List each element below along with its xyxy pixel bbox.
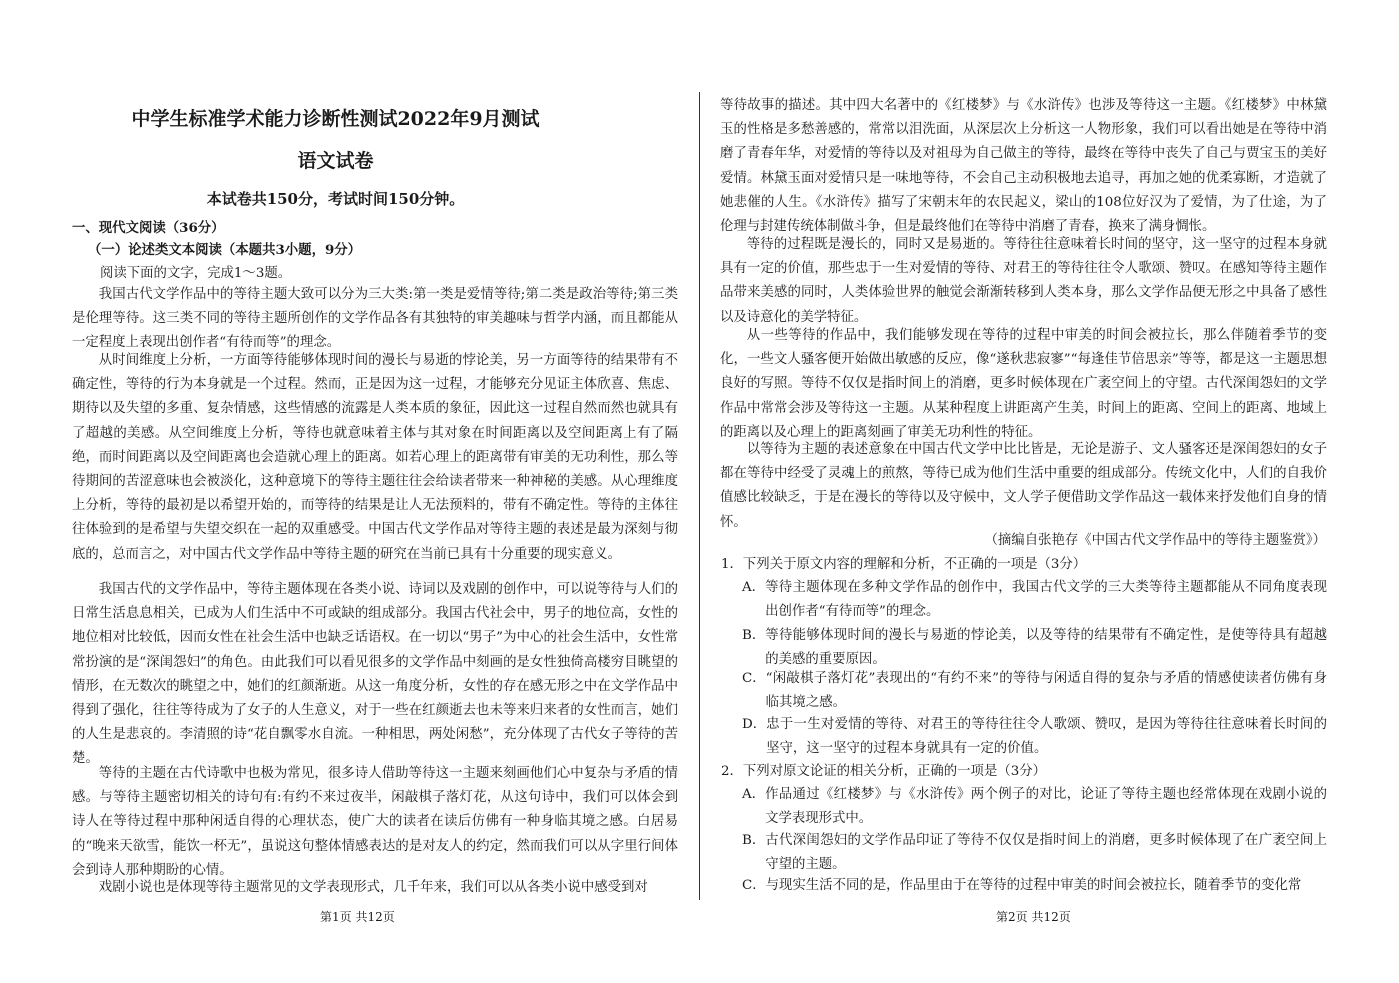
option-label: A． <box>742 787 766 802</box>
option-text: 等待主题体现在多种文学作品的创作中，我国古代文学的三大类等待主题都能从不同角度表现出创作者“有待而等”的理念。 <box>765 580 1327 619</box>
option-text: 忠于一生对爱情的等待、对君王的等待往往令人歌颂、赞叹，是因为等待往往意味着长时间的坚守，这一坚守的过程本身就具有一定的价值。 <box>766 717 1327 756</box>
exam-title: 中学生标准学术能力诊断性测试2022年9月测试 <box>131 108 540 130</box>
passage-paragraph-1: 我国古代文学作品中的等待主题大致可以分为三大类:第一类是爱情等待;第二类是政治等待;第三类是伦理等待。这三类不同的等待主题所创作的文学作品各有其独特的审美趣味与哲学内涵，而且都能从一定程度上表现出创作者“有待而等”的理念。 <box>72 287 678 351</box>
column-divider <box>699 92 700 900</box>
reading-instruction: 阅读下面的文字，完成1～3题。 <box>100 266 292 281</box>
passage-source: （摘编自张艳存《中国古代文学作品中的等待主题鉴赏》） <box>984 533 1326 548</box>
section-subheading: （一）论述类文本阅读（本题共3小题，9分） <box>88 242 362 258</box>
option-label: B． <box>742 628 766 643</box>
passage-paragraph-5: 戏剧小说也是体现等待主题常见的文学表现形式，几千年来，我们可以从各类小说中感受到对 <box>98 880 648 895</box>
question-1-option-c[interactable] <box>742 667 1327 714</box>
question-2-option-b[interactable] <box>742 829 1327 876</box>
passage-paragraph-3: 我国古代的文学作品中，等待主题体现在各类小说、诗词以及戏剧的创作中，可以说等待与人们的日常生活息息相关，已成为人们生活中不可或缺的组成部分。我国古代社会中，男子的地位高，女性的地位相对比较低，因而女性在社会生活中也缺乏话语权。在一切以“男子”为中心的社会生活中，女性常常扮演的是“深闺怨妇”的角色。由此我们可以看见很多的文学作品中刻画的是女性独倚高楼穷目眺望的情形，在无数次的眺望之中，她们的红颜渐逝。从这一角度分析，女性的存在感无形之中在文学作品中得到了强化，往往等待成为了女子的人生意义，对于一些在红颜逝去也未等来归来者的女性而言，她们的人生是悲哀的。李清照的诗“花自飘零水自流。一种相思，两处闲愁”，充分体现了古代女子等待的苦楚。 <box>72 582 678 767</box>
question-1-option-a[interactable] <box>742 576 1327 623</box>
section-heading: 一、现代文阅读（36分） <box>72 220 225 236</box>
question-2-option-c[interactable] <box>742 874 1327 898</box>
option-text: “闲敲棋子落灯花”表现出的“有约不来”的等待与闲适自得的复杂与矛盾的情感使读者仿佛有身临其境之感。 <box>765 671 1327 710</box>
question-1-stem: 1．下列关于原文内容的理解和分析，不正确的一项是（3分） <box>721 557 1087 572</box>
option-text: 作品通过《红楼梦》与《水浒传》两个例子的对比，论证了等待主题也经常体现在戏剧小说的文学表现形式中。 <box>765 787 1327 826</box>
option-text: 古代深闺怨妇的文学作品印证了等待不仅仅是指时间上的消磨，更多时候体现了在广袤空间上守望的主题。 <box>765 833 1327 872</box>
question-1-option-b[interactable] <box>742 624 1327 671</box>
option-label: C． <box>742 878 766 893</box>
passage-paragraph-8: 从一些等待的作品中，我们能够发现在等待的过程中审美的时间会被拉长，那么伴随着季节的变化，一些文人骚客便开始做出敏感的反应，像“遂秋悲寂寥”“每逢佳节倍思亲”等等，都是这一主题思想良好的写照。等待不仅仅是指时间上的消磨，更多时候体现在广袤空间上的守望。古代深闺怨妇的文学作品中常常会涉及等待这一主题。从某种程度上讲距离产生美，时间上的距离、空间上的距离、地域上的距离以及心理上的距离刻画了审美无功利性的特征。 <box>720 328 1327 440</box>
question-2-stem: 2．下列对原文论证的相关分析，正确的一项是（3分） <box>721 764 1047 779</box>
option-label: D． <box>742 717 767 732</box>
passage-paragraph-2: 从时间维度上分析，一方面等待能够体现时间的漫长与易逝的悖论美，另一方面等待的结果带有不确定性，等待的行为本身就是一个过程。然而，正是因为这一过程，才能够充分见证主体欣喜、焦虑、期待以及失望的多重、复杂情感，这些情感的流露是人类本质的象征，因此这一过程自然而然也就具有了超越的美感。从空间维度上分析，等待也就意味着主体与其对象在时间距离以及空间距离上有了隔绝，而时间距离以及空间距离也会造就心理上的距离。如若心理上的距离带有审美的无功利性，那么等待期间的苦涩意味也会被淡化，这种意境下的等待主题往往会给读者带来一种神秘的美感。从心理维度上分析，等待的最初是以希望开始的，而等待的结果是让人无法预料的，带有不确定性。等待的主体往往体验到的是希望与失望交织在一起的双重感受。中国古代文学作品对等待主题的表述是最为深刻与彻底的，总而言之，对中国古代文学作品中等待主题的研究在当前已具有十分重要的现实意义。 <box>72 353 678 562</box>
page-footer-left: 第1页 共12页 <box>320 910 395 924</box>
exam-notice: 本试卷共150分，考试时间150分钟。 <box>206 190 465 208</box>
option-label: B． <box>742 833 766 848</box>
option-text: 等待能够体现时间的漫长与易逝的悖论美，以及等待的结果带有不确定性，是使等待具有超越的美感的重要原因。 <box>765 628 1327 667</box>
passage-paragraph-6: 等待故事的描述。其中四大名著中的《红楼梦》与《水浒传》也涉及等待这一主题。《红楼梦》中林黛玉的性格是多愁善感的，常常以泪洗面，从深层次上分析这一人物形象，我们可以看出她是在等待中消磨了青春年华，对爱情的等待以及对祖母为自己做主的等待，最终在等待中丧失了自己与贾宝玉的美好爱情。林黛玉面对爱情只是一味地等待，不会自己主动积极地去追寻，再加之她的优柔寡断，才造就了她悲催的人生。《水浒传》描写了宋朝末年的农民起义，梁山的108位好汉为了爱情，为了仕途，为了伦理与封建传统体制做斗争，但是最终他们在等待中消磨了青春，换来了满身惆怅。 <box>720 98 1327 235</box>
page-footer-right: 第2页 共12页 <box>996 910 1071 924</box>
question-1-option-d[interactable] <box>742 713 1327 760</box>
passage-paragraph-7: 等待的过程既是漫长的，同时又是易逝的。等待往往意味着长时间的坚守，这一坚守的过程本身就具有一定的价值，那些忠于一生对爱情的等待、对君王的等待往往令人歌颂、赞叹。在感知等待主题作品带来美感的同时，人类体验世界的触觉会渐渐转移到人类本身，那么文学作品便无形之中具备了感性以及诗意化的美学特征。 <box>720 237 1327 325</box>
option-label: A． <box>742 580 766 595</box>
passage-paragraph-4: 等待的主题在古代诗歌中也极为常见，很多诗人借助等待这一主题来刻画他们心中复杂与矛盾的情感。与等待主题密切相关的诗句有:有约不来过夜半，闲敲棋子落灯花，从这句诗中，我们可以体会到诗人在等待过程中那种闲适自得的心理状态，使广大的读者在读后仿佛有一种身临其境之感。白居易的“晚来天欲雪，能饮一杯无”，虽说这句整体情感表达的是对友人的约定，然而我们可以从字里行间体会到诗人那种期盼的心情。 <box>72 766 678 878</box>
option-label: C． <box>742 671 766 686</box>
question-2-option-a[interactable] <box>742 783 1327 830</box>
exam-subtitle: 语文试卷 <box>297 150 374 172</box>
passage-paragraph-9: 以等待为主题的表述意象在中国古代文学中比比皆是，无论是游子、文人骚客还是深闺怨妇的女子都在等待中经受了灵魂上的煎熬，等待已成为他们生活中重要的组成部分。传统文化中，人们的自我价值感比较缺乏，于是在漫长的等待以及守候中，文人学子便借助文学作品这一载体来抒发他们自身的情怀。 <box>720 442 1327 530</box>
option-text: 与现实生活不同的是，作品里由于在等待的过程中审美的时间会被拉长，随着季节的变化常 <box>765 878 1302 893</box>
